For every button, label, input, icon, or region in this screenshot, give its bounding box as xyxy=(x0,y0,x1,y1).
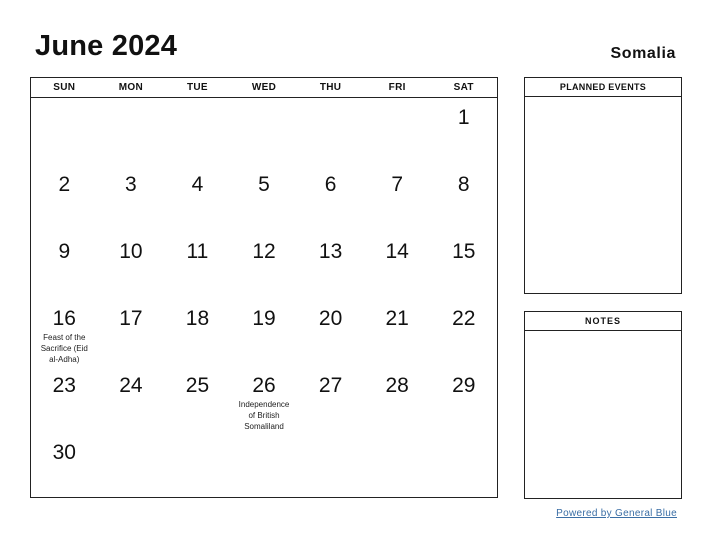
calendar-day-cell xyxy=(430,299,497,366)
weekday-label-wed: WED xyxy=(251,82,277,93)
calendar-empty-cell xyxy=(98,433,165,498)
calendar-empty-cell xyxy=(164,98,231,165)
day-number: 25 xyxy=(185,374,210,397)
calendar-day-cell xyxy=(364,232,431,299)
weekday-label-sat: SAT xyxy=(453,82,474,93)
calendar-day-cell xyxy=(297,232,364,299)
month-calendar xyxy=(30,77,498,498)
notes-header: NOTES xyxy=(525,312,681,331)
calendar-day-cell xyxy=(98,232,165,299)
calendar-day-cell xyxy=(231,299,298,366)
calendar-day-cell xyxy=(31,299,98,366)
notes-box xyxy=(524,311,682,499)
day-number: 20 xyxy=(318,307,343,330)
calendar-week-row xyxy=(31,366,497,433)
calendar-day-cell xyxy=(164,232,231,299)
calendar-week-row xyxy=(31,98,497,165)
calendar-empty-cell xyxy=(430,433,497,498)
calendar-empty-cell xyxy=(164,433,231,498)
calendar-day-cell xyxy=(98,165,165,232)
calendar-day-cell xyxy=(164,299,231,366)
calendar-day-cell xyxy=(430,232,497,299)
calendar-empty-cell xyxy=(98,98,165,165)
day-number: 7 xyxy=(391,173,404,196)
day-number: 30 xyxy=(52,441,76,464)
day-number: 29 xyxy=(452,374,476,397)
calendar-day-cell xyxy=(31,232,98,299)
day-number: 4 xyxy=(191,173,204,196)
calendar-week-row xyxy=(31,165,497,232)
calendar-grid xyxy=(31,98,497,498)
calendar-week-row xyxy=(31,299,497,366)
calendar-day-cell xyxy=(31,366,98,433)
calendar-day-cell xyxy=(164,366,231,433)
day-number: 17 xyxy=(119,307,143,330)
day-number: 28 xyxy=(385,374,409,397)
holiday-label: Feast of the Sacrifice (Eid al-Adha) xyxy=(40,333,88,364)
calendar-day-cell xyxy=(31,165,98,232)
calendar-empty-cell xyxy=(297,433,364,498)
day-number: 10 xyxy=(119,240,143,263)
day-number: 26 xyxy=(252,374,276,397)
day-number: 5 xyxy=(258,173,270,196)
day-number: 13 xyxy=(318,240,343,263)
calendar-day-cell xyxy=(297,299,364,366)
calendar-day-cell xyxy=(31,433,98,498)
weekday-header-row xyxy=(31,78,497,98)
calendar-week-row xyxy=(31,433,497,498)
day-number: 16 xyxy=(52,307,76,330)
calendar-day-cell xyxy=(98,299,165,366)
planned-events-header: PLANNED EVENTS xyxy=(525,78,681,97)
calendar-day-cell xyxy=(364,366,431,433)
day-number: 23 xyxy=(52,374,76,397)
calendar-empty-cell xyxy=(297,98,364,165)
day-number: 24 xyxy=(119,374,143,397)
calendar-empty-cell xyxy=(31,98,98,165)
calendar-week-row xyxy=(31,232,497,299)
day-number: 12 xyxy=(252,240,276,263)
calendar-day-cell xyxy=(231,232,298,299)
calendar-day-cell xyxy=(364,299,431,366)
calendar-day-cell xyxy=(164,165,231,232)
calendar-empty-cell xyxy=(364,98,431,165)
calendar-empty-cell xyxy=(364,433,431,498)
day-number: 19 xyxy=(252,307,276,330)
day-number: 14 xyxy=(385,240,409,263)
calendar-empty-cell xyxy=(231,433,298,498)
day-number: 1 xyxy=(457,106,470,129)
day-number: 2 xyxy=(58,173,71,196)
weekday-label-fri: FRI xyxy=(388,82,406,93)
day-number: 11 xyxy=(186,240,209,263)
calendar-day-cell xyxy=(231,366,298,433)
day-number: 21 xyxy=(385,307,409,330)
weekday-label-sun: SUN xyxy=(53,82,76,93)
calendar-day-cell xyxy=(98,366,165,433)
weekday-label-mon: MON xyxy=(118,82,143,93)
weekday-label-tue: TUE xyxy=(186,82,208,93)
day-number: 18 xyxy=(185,307,210,330)
calendar-day-cell xyxy=(231,165,298,232)
calendar-day-cell xyxy=(430,98,497,165)
calendar-day-cell xyxy=(364,165,431,232)
day-number: 22 xyxy=(452,307,476,330)
day-number: 9 xyxy=(58,240,71,263)
calendar-day-cell xyxy=(430,366,497,433)
calendar-day-cell xyxy=(297,165,364,232)
day-number: 15 xyxy=(452,240,476,263)
calendar-day-cell xyxy=(297,366,364,433)
day-number: 6 xyxy=(324,173,337,196)
planned-events-box xyxy=(524,77,682,294)
weekday-label-thu: THU xyxy=(319,82,342,93)
calendar-empty-cell xyxy=(231,98,298,165)
day-number: 8 xyxy=(457,173,470,196)
day-number: 3 xyxy=(125,173,137,196)
powered-by-link[interactable]: Powered by General Blue xyxy=(556,508,677,519)
day-number: 27 xyxy=(318,374,343,397)
country-label: Somalia xyxy=(610,45,676,62)
holiday-label: Independence of British Somaliland xyxy=(238,400,290,431)
page-title: June 2024 xyxy=(35,30,178,62)
calendar-day-cell xyxy=(430,165,497,232)
